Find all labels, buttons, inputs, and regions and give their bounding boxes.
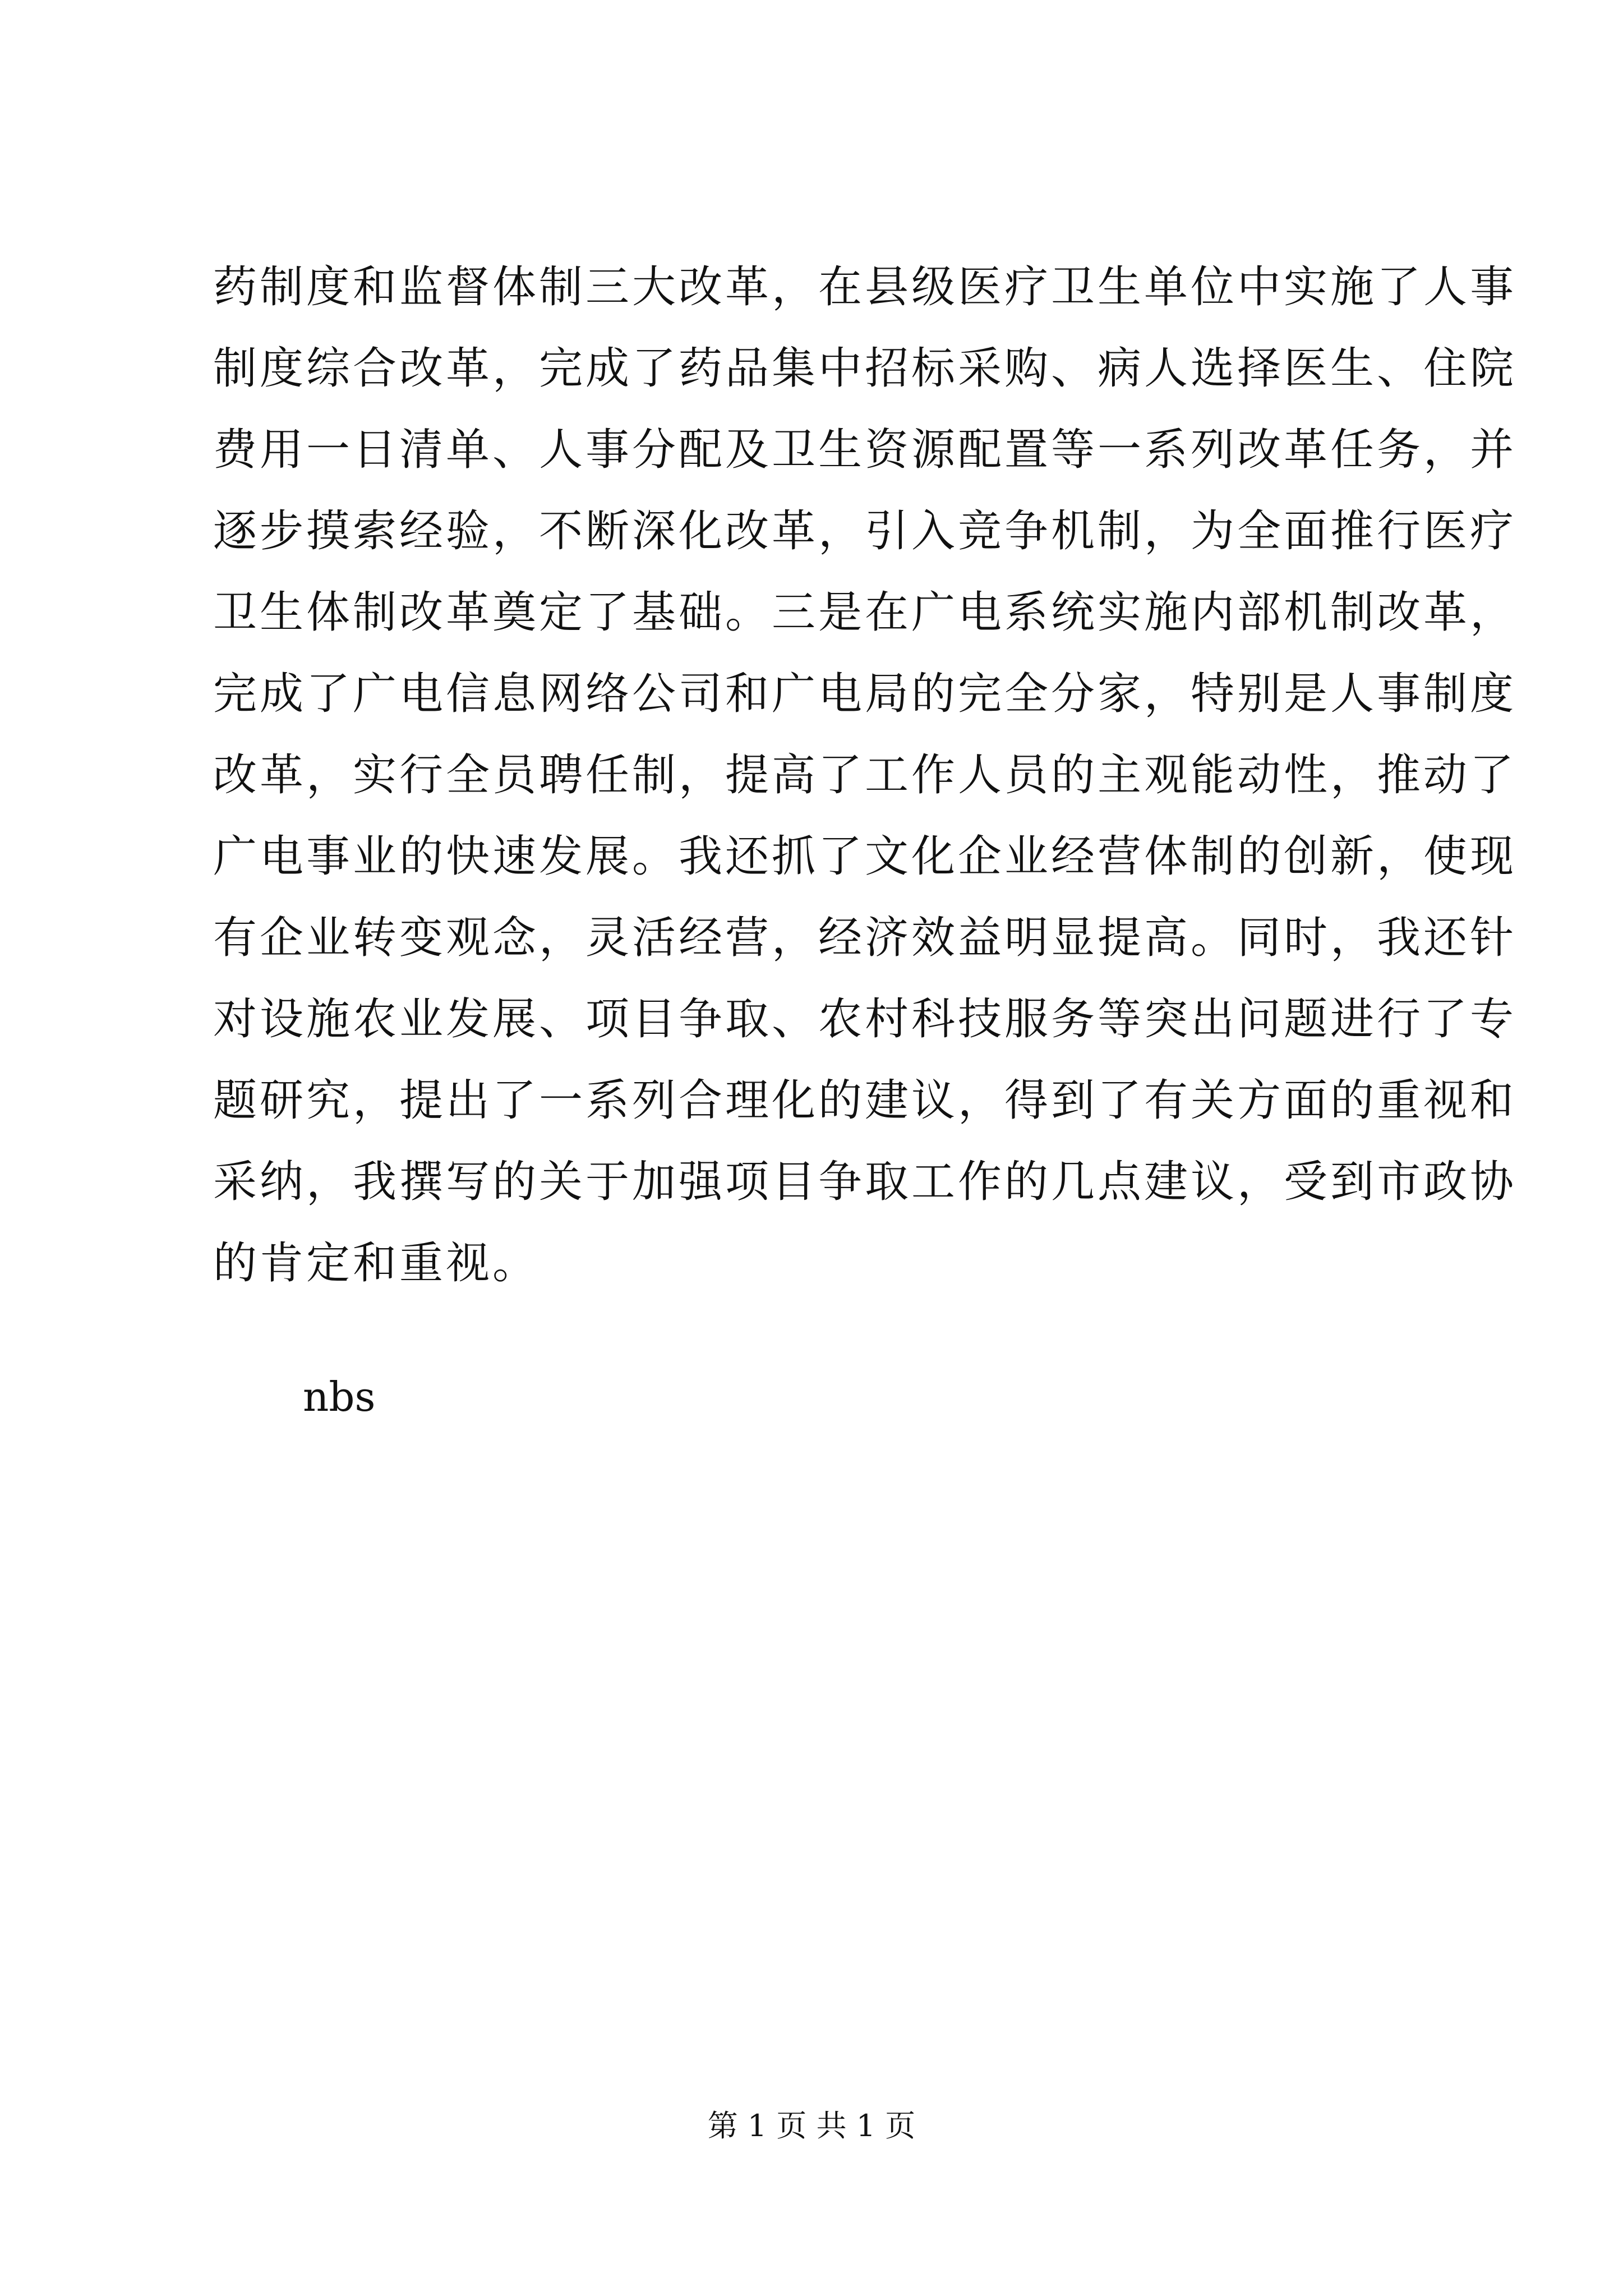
text-line: 卫生体制改革奠定了基础。三是在广电系统实施内部机制改革， (213, 587, 1517, 638)
text-line: 对设施农业发展、项目争取、农村科技服务等突出问题进行了专 (213, 994, 1517, 1045)
text-line: 有企业转变观念，灵活经营，经济效益明显提高。同时，我还针 (213, 913, 1517, 963)
text-line: 采纳，我撰写的关于加强项目争取工作的几点建议，受到市政协 (213, 1157, 1517, 1207)
document-body (213, 247, 1517, 1304)
text-line: 药制度和监督体制三大改革，在县级医疗卫生单位中实施了人事 (213, 262, 1517, 312)
text-line: 制度综合改革，完成了药品集中招标采购、病人选择医生、住院 (213, 343, 1517, 394)
text-line: 的肯定和重视。 (213, 1238, 540, 1289)
text-line: 改革，实行全员聘任制，提高了工作人员的主观能动性，推动了 (213, 750, 1517, 800)
trailing-text: nbs (303, 1373, 376, 1420)
text-line: 广电事业的快速发展。我还抓了文化企业经营体制的创新，使现 (213, 831, 1517, 882)
text-line: 逐步摸索经验，不断深化改革，引入竞争机制，为全面推行医疗 (213, 506, 1517, 556)
text-line: 题研究，提出了一系列合理化的建议，得到了有关方面的重视和 (213, 1075, 1517, 1126)
page-footer: 第 1 页 共 1 页 (707, 2108, 916, 2143)
text-line: 费用一日清单、人事分配及卫生资源配置等一系列改革任务，并 (213, 425, 1517, 475)
text-line: 完成了广电信息网络公司和广电局的完全分家，特别是人事制度 (213, 669, 1517, 719)
